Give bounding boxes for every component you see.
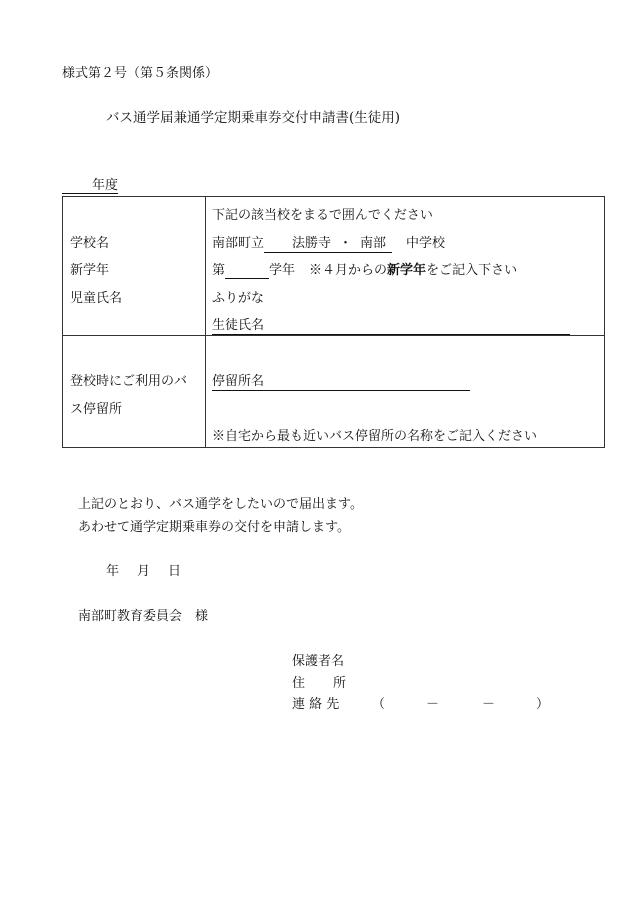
guardian-contact bbox=[292, 697, 339, 713]
bus-stop-label: 停留所名 bbox=[212, 374, 265, 389]
fiscal-year-blank[interactable] bbox=[62, 179, 92, 194]
date-month: 月 bbox=[137, 564, 151, 579]
guardian-address-label bbox=[292, 676, 346, 692]
bus-stop-value-cell bbox=[206, 336, 605, 448]
label-school: 学校名 bbox=[70, 236, 110, 251]
date-year: 年 bbox=[106, 564, 120, 579]
contact-dash-2: － bbox=[482, 697, 496, 712]
school-choice-underline[interactable] bbox=[264, 236, 392, 253]
school-prefix: 南部町立 bbox=[212, 236, 265, 251]
contact-close-paren: ） bbox=[536, 697, 550, 712]
contact-label: 連 絡 先 bbox=[292, 697, 340, 712]
grade-note-post: をご記入下さい bbox=[426, 263, 518, 278]
label-bus-stop-2: ス停留所 bbox=[70, 402, 123, 417]
grade-note bbox=[309, 263, 517, 278]
furigana-label: ふりがな bbox=[212, 291, 265, 306]
circle-instruction: 下記の該当校をまるで囲んでください bbox=[212, 208, 433, 223]
school-option-separator: ・ bbox=[339, 236, 353, 251]
form-number: 様式第２号（第５条関係） bbox=[62, 66, 219, 81]
grade-note-pre: ※４月からの bbox=[309, 263, 388, 278]
address-label-2: 所 bbox=[333, 676, 347, 691]
student-name-label: 生徒氏名 bbox=[212, 318, 265, 333]
label-new-grade: 新学年 bbox=[70, 263, 110, 278]
grade-suffix: 学年 bbox=[269, 263, 296, 278]
addressee: 南部町教育委員会 様 bbox=[78, 609, 209, 624]
bus-stop-label-cell bbox=[63, 336, 206, 448]
contact-dash-1: － bbox=[426, 697, 440, 712]
school-choice bbox=[212, 236, 445, 253]
grade-prefix: 第 bbox=[212, 263, 226, 278]
grade-line bbox=[212, 263, 517, 279]
fiscal-year-label: 年度 bbox=[92, 178, 119, 193]
school-option-hoshoji[interactable]: 法勝寺 bbox=[292, 236, 332, 251]
statement-line-1: 上記のとおり、バス通学をしたいので届出ます。 bbox=[78, 497, 363, 512]
application-date bbox=[106, 564, 181, 580]
table-row-school bbox=[63, 197, 605, 336]
grade-input[interactable] bbox=[225, 264, 269, 279]
label-student-name: 児童氏名 bbox=[70, 291, 123, 306]
statement-line-2: あわせて通学定期乗車券の交付を申請します。 bbox=[78, 520, 350, 535]
school-label-cell bbox=[63, 197, 206, 336]
bus-stop-note: ※自宅から最も近いバス停留所の名称をご記入ください bbox=[212, 429, 538, 444]
date-day: 日 bbox=[168, 564, 182, 579]
grade-note-bold: 新学年 bbox=[387, 263, 427, 278]
bus-stop-field[interactable] bbox=[212, 374, 470, 391]
guardian-name-label: 保護者名 bbox=[292, 654, 345, 669]
contact-open-paren: （ bbox=[372, 697, 386, 712]
label-bus-stop-1: 登校時にご利用のバ bbox=[70, 374, 188, 389]
page-title: バス通学届兼通学定期乗車券交付申請書(生徒用) bbox=[106, 110, 401, 126]
school-suffix: 中学校 bbox=[406, 236, 446, 251]
address-label-1: 住 bbox=[292, 676, 306, 691]
fiscal-year bbox=[62, 178, 118, 194]
student-name-field[interactable] bbox=[212, 318, 570, 335]
school-option-nanbu[interactable]: 南部 bbox=[360, 236, 387, 251]
table-row-bus-stop bbox=[63, 336, 605, 448]
school-value-cell bbox=[206, 197, 605, 336]
application-table bbox=[62, 196, 605, 448]
